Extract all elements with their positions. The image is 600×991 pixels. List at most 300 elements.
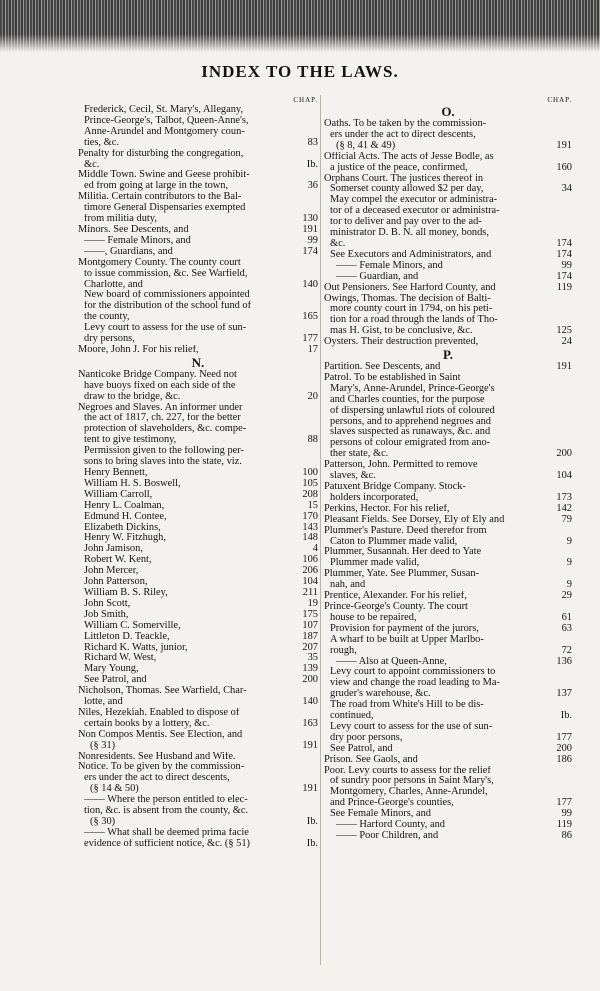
chapter-number: 200 <box>302 674 318 686</box>
chapter-number <box>548 667 572 678</box>
chapter-number <box>548 119 572 130</box>
chapter-number: 125 <box>556 325 572 337</box>
index-entry <box>324 272 572 283</box>
entry-text: Henry W. Fitzhugh, <box>84 533 166 544</box>
index-entry <box>78 555 318 566</box>
chapter-number: 174 <box>302 245 318 257</box>
chapter-number: 72 <box>561 644 572 656</box>
index-entry <box>324 250 572 261</box>
chapter-number: 9 <box>566 579 572 591</box>
entry-text: Plummer, Susannah. Her deed to Yate <box>324 547 482 558</box>
chapter-number <box>294 752 318 763</box>
chapter-number: 191 <box>556 139 572 151</box>
entry-text: tor of a deceased executor or administra- <box>330 206 500 217</box>
entry-text: rough, <box>330 645 357 656</box>
index-entry <box>324 206 572 217</box>
index-entry <box>78 686 318 697</box>
index-entry <box>324 493 572 504</box>
chapter-number <box>294 116 318 127</box>
entry-text: Plummer, Yate. See Plummer, Susan- <box>324 569 480 580</box>
entry-text: the county, <box>84 312 130 323</box>
entry-text: See Patrol, and <box>330 743 393 754</box>
index-entry <box>324 228 572 239</box>
chapter-number <box>548 373 572 384</box>
index-entry <box>78 413 318 424</box>
chapter-number: 106 <box>302 554 318 566</box>
entry-text: —— Female Minors, and <box>336 260 443 271</box>
section-letter: N. <box>191 354 205 370</box>
chapter-number: 9 <box>566 535 572 547</box>
entry-text: certain books by a lottery, &c. <box>84 718 210 729</box>
entry-text: continued, <box>330 711 374 722</box>
entry-text: William H. S. Boswell, <box>84 478 181 489</box>
index-entry <box>324 438 572 449</box>
index-entry <box>324 689 572 700</box>
index-entry <box>78 588 318 599</box>
index-entry <box>78 116 318 127</box>
index-entry <box>324 427 572 438</box>
entry-text: Elizabeth Dickins, <box>84 522 161 533</box>
index-entry <box>324 657 572 668</box>
index-entry <box>324 591 572 602</box>
index-entry <box>78 741 318 752</box>
index-entry <box>324 195 572 206</box>
index-entry <box>78 392 318 403</box>
index-entry <box>78 730 318 741</box>
chapter-number: Ib. <box>560 710 572 722</box>
chapter-number: 191 <box>302 223 318 235</box>
chapter-number <box>294 258 318 269</box>
chapter-number <box>294 149 318 160</box>
chapter-number: 107 <box>302 619 318 631</box>
entry-text: ther state, &c. <box>330 449 389 460</box>
entry-text: Nanticoke Bridge Company. Need not <box>78 369 237 380</box>
chapter-number: 24 <box>561 336 572 348</box>
chapter-number: 177 <box>302 333 318 345</box>
entry-text: house to be repaired, <box>330 612 417 623</box>
entry-text: &c. <box>330 238 346 249</box>
entry-text: Henry Bennett, <box>84 468 148 478</box>
entry-text: mas H. Gist, to be conclusive, &c. <box>330 326 473 337</box>
entry-text: (§ 31) <box>90 740 116 751</box>
chapter-number: 200 <box>556 742 572 754</box>
index-entry <box>78 577 318 588</box>
right-column <box>324 95 572 842</box>
chapter-number: 36 <box>307 180 318 192</box>
entry-text: a justice of the peace, confirmed, <box>330 162 468 173</box>
index-entry <box>324 163 572 174</box>
index-entry <box>324 547 572 558</box>
index-entry <box>324 504 572 515</box>
entry-text: Richard K. Watts, junior, <box>84 642 188 653</box>
index-entry <box>78 621 318 632</box>
chapter-number: 206 <box>302 565 318 577</box>
index-entry <box>324 174 572 185</box>
entry-text: ——, Guardians, and <box>84 246 173 257</box>
left-column <box>78 95 318 850</box>
entry-text: Partition. See Descents, and <box>324 362 441 373</box>
index-entry <box>324 515 572 526</box>
chapter-number: 174 <box>556 248 572 260</box>
entry-text: —— Where the person entitled to elec- <box>84 795 248 806</box>
page-title: INDEX TO THE LAWS. <box>201 62 399 81</box>
index-entry <box>78 149 318 160</box>
index-entry <box>324 646 572 657</box>
chapter-number <box>548 635 572 646</box>
index-entry <box>324 384 572 395</box>
index-entry <box>324 304 572 315</box>
entry-text: ers under the act to direct descents, <box>84 773 230 784</box>
entry-text: Orphans Court. The justices thereof in <box>324 173 484 184</box>
chapter-number: 160 <box>556 161 572 173</box>
index-entry <box>324 711 572 722</box>
entry-text: Charlotte, and <box>84 279 143 290</box>
entry-text: for the distribution of the school fund of <box>84 301 252 312</box>
chapter-number: 163 <box>302 717 318 729</box>
index-entry <box>324 119 572 130</box>
chapter-number <box>548 294 572 305</box>
entry-text: Edmund H. Contee, <box>84 511 167 522</box>
entry-text: Oysters. Their destruction prevented, <box>324 337 479 348</box>
chapter-number: 148 <box>302 532 318 544</box>
index-entry <box>78 664 318 675</box>
index-entry <box>324 460 572 471</box>
index-entry <box>78 697 318 708</box>
chapter-number: 119 <box>556 281 572 293</box>
index-entry <box>324 152 572 163</box>
chapter-number: 104 <box>556 470 572 482</box>
index-entry <box>324 471 572 482</box>
index-entry <box>78 424 318 435</box>
index-entry <box>78 512 318 523</box>
chapter-number: 137 <box>556 688 572 700</box>
entry-text: New board of commissioners appointed <box>84 290 250 301</box>
index-entry <box>324 395 572 406</box>
entry-text: Militia. Certain contributors to the Bal- <box>78 192 242 203</box>
chapter-number: 177 <box>556 731 572 743</box>
index-entry <box>324 449 572 460</box>
chapter-number: 211 <box>302 586 318 598</box>
index-entry <box>78 490 318 501</box>
entry-text: Levy court to assess for the use of sun- <box>84 323 247 334</box>
entry-text: gruder's warehouse, &c. <box>330 689 431 700</box>
chapter-number <box>548 152 572 163</box>
index-entry <box>324 326 572 337</box>
entry-text: Patuxent Bridge Company. Stock- <box>324 482 466 492</box>
entry-text: of sundry poor persons in Saint Mary's, <box>330 776 494 787</box>
index-entry <box>324 537 572 548</box>
chapter-number: 83 <box>307 136 318 148</box>
entry-text: tion for a road through the lands of Tho- <box>330 315 498 326</box>
index-entry <box>78 403 318 414</box>
chapter-number: Ib. <box>306 837 318 849</box>
entry-text: Patterson, John. Permitted to remove <box>324 460 478 471</box>
scanned-page-edge <box>0 0 600 52</box>
entry-text: draw to the bridge, &c. <box>84 391 181 402</box>
index-entry <box>78 334 318 345</box>
entry-text: Penalty for disturbing the congregation, <box>78 148 244 159</box>
chapter-number: 100 <box>302 467 318 478</box>
index-entry <box>78 719 318 730</box>
index-entry <box>324 130 572 141</box>
index-entry <box>78 312 318 323</box>
entry-text: Levy court to appoint commissioners to <box>330 667 496 678</box>
chapter-number: 99 <box>561 259 572 271</box>
index-entry <box>324 569 572 580</box>
index-entry <box>78 381 318 392</box>
index-entry <box>324 809 572 820</box>
index-entry <box>78 817 318 828</box>
entry-text: Frederick, Cecil, St. Mary's, Allegany, <box>84 105 244 115</box>
index-entry <box>78 236 318 247</box>
index-entry <box>78 773 318 784</box>
index-entry <box>78 225 318 236</box>
index-entry <box>324 526 572 537</box>
entry-text: Plummer's Pasture. Deed therefor from <box>324 525 487 536</box>
index-entry <box>324 798 572 809</box>
entry-text: the act of 1817, ch. 227, for the better <box>84 413 241 424</box>
entry-text: —— Female Minors, and <box>84 235 191 246</box>
entry-text: John Jamison, <box>84 544 143 555</box>
entry-text: tent to give testimony, <box>84 435 177 446</box>
index-entry <box>78 762 318 773</box>
entry-text: Prince-George's County. The court <box>324 601 468 612</box>
entry-text: William Carroll, <box>84 489 153 500</box>
entry-text: —— Harford County, and <box>336 820 445 831</box>
entry-text: tion, &c. is absent from the county, &c. <box>84 806 249 817</box>
entry-text: evidence of sufficient notice, &c. (§ 51) <box>84 838 250 849</box>
index-entry <box>324 624 572 635</box>
chapter-number <box>548 427 572 438</box>
entry-text: (§ 30) <box>90 817 116 827</box>
entry-text: Prison. See Gaols, and <box>324 754 418 765</box>
chapter-number: 99 <box>561 808 572 820</box>
chapter-number: 20 <box>307 390 318 402</box>
index-entry <box>324 744 572 755</box>
index-entry <box>78 446 318 457</box>
index-entry <box>78 632 318 643</box>
chapter-number: 207 <box>302 641 318 653</box>
chapter-number <box>548 406 572 417</box>
entry-text: See Patrol, and <box>84 675 147 686</box>
chapter-number: 9 <box>566 557 572 569</box>
entry-text: Levy court to assess for the use of sun- <box>330 721 493 732</box>
index-entry <box>78 675 318 686</box>
index-entry <box>324 700 572 711</box>
entry-text: slaves suspected as runaways, &c. and <box>330 427 491 438</box>
chapter-number: 143 <box>302 521 318 533</box>
index-entry <box>78 370 318 381</box>
chapter-number <box>548 395 572 406</box>
chapter-number: 174 <box>556 237 572 249</box>
entry-text: May compel the executor or administra- <box>330 195 498 206</box>
chapter-number: 177 <box>556 797 572 809</box>
index-entry <box>324 678 572 689</box>
entry-text: Permission given to the following per- <box>84 446 244 457</box>
index-entry <box>324 733 572 744</box>
chapter-number: 139 <box>302 663 318 675</box>
chapter-number <box>294 795 318 806</box>
index-entry <box>324 315 572 326</box>
entry-text: view and change the road leading to Ma- <box>330 678 500 689</box>
entry-text: Owings, Thomas. The decision of Balti- <box>324 293 491 304</box>
index-entry <box>78 653 318 664</box>
entry-text: Moore, John J. For his relief, <box>78 344 199 355</box>
chapter-number: 191 <box>302 739 318 751</box>
entry-text: —— Also at Queen-Anne, <box>336 656 447 667</box>
index-entry <box>78 544 318 555</box>
chapter-number: 142 <box>556 502 572 514</box>
index-entry <box>324 722 572 733</box>
entry-text: Minors. See Descents, and <box>78 224 189 235</box>
index-entry <box>324 580 572 591</box>
chapter-number <box>294 269 318 280</box>
index-entry <box>78 170 318 181</box>
chapter-number <box>294 192 318 203</box>
index-entry <box>324 184 572 195</box>
chap-header: CHAP. <box>293 96 318 104</box>
entry-text: William C. Somerville, <box>84 620 181 631</box>
entry-text: (§ 8, 41 & 49) <box>336 140 396 151</box>
index-entry <box>78 181 318 192</box>
entry-text: See Female Minors, and <box>330 809 431 820</box>
index-entry <box>78 784 318 795</box>
index-entry <box>324 283 572 294</box>
entry-text: Henry L. Coalman, <box>84 500 165 511</box>
entry-text: Niles, Hezekiah. Enabled to dispose of <box>78 707 240 718</box>
section-letter: O. <box>441 104 455 119</box>
index-entry <box>324 417 572 428</box>
entry-text: tor to deliver and pay over to the ad- <box>330 217 482 228</box>
index-entry <box>324 755 572 766</box>
index-entry <box>324 294 572 305</box>
index-entry <box>324 261 572 272</box>
chapter-number: 61 <box>561 611 572 623</box>
index-entry <box>324 766 572 777</box>
chapter-number: 170 <box>302 510 318 522</box>
index-entry <box>324 217 572 228</box>
entry-text: Perkins, Hector. For his relief, <box>324 503 450 514</box>
index-entry <box>78 290 318 301</box>
chapter-number: 136 <box>556 655 572 667</box>
entry-text: ministrator D. B. N. all money, bonds, <box>330 228 489 239</box>
index-entry <box>78 301 318 312</box>
chapter-number: 173 <box>556 491 572 503</box>
index-entry <box>78 533 318 544</box>
entry-text: persons, and to apprehend negroes and <box>330 416 492 427</box>
entry-text: from militia duty, <box>84 214 157 225</box>
chapter-number <box>548 526 572 537</box>
chapter-number: 191 <box>556 361 572 373</box>
entry-text: &c. <box>84 159 100 170</box>
chapter-number: 140 <box>302 278 318 290</box>
entry-text: have buoys fixed on each side of the <box>84 380 236 391</box>
section-letter: P. <box>443 347 453 363</box>
entry-text: Poor. Levy courts to assess for the relief <box>324 765 491 776</box>
index-entry <box>78 839 318 850</box>
chapter-number: 29 <box>561 590 572 602</box>
index-entry <box>78 105 318 116</box>
entry-text: —— Poor Children, and <box>336 831 439 841</box>
chapter-number <box>548 384 572 395</box>
entry-text: and Prince-George's counties, <box>330 798 454 809</box>
entry-text: lotte, and <box>84 697 123 708</box>
chapter-number: 175 <box>302 608 318 620</box>
index-entry <box>324 373 572 384</box>
chapter-number: 187 <box>302 630 318 642</box>
entry-text: Oaths. To be taken by the commission- <box>324 119 487 129</box>
index-entry <box>324 667 572 678</box>
chapter-number: 104 <box>302 576 318 588</box>
entry-text: Non Compos Mentis. See Election, and <box>78 729 243 740</box>
index-entry <box>324 362 572 373</box>
index-entry <box>78 828 318 839</box>
entry-text: dry persons, <box>84 334 135 345</box>
entry-text: holders incorporated, <box>330 492 419 503</box>
chapter-number: 174 <box>556 270 572 282</box>
chapter-number: 35 <box>307 652 318 664</box>
chapter-number: Ib. <box>306 816 318 827</box>
entry-text: Notice. To be given by the commission- <box>78 762 245 773</box>
index-entry <box>78 214 318 225</box>
entry-text: protection of slaveholders, &c. compe- <box>84 424 247 435</box>
chapter-number <box>548 776 572 787</box>
entry-text: Littleton D. Teackle, <box>84 631 170 642</box>
index-entry <box>78 203 318 214</box>
index-entry <box>324 406 572 417</box>
column-divider <box>320 95 321 965</box>
index-entry <box>78 138 318 149</box>
index-entry <box>78 795 318 806</box>
index-entry <box>324 141 572 152</box>
chapter-number: 17 <box>307 343 318 355</box>
chapter-number <box>294 446 318 457</box>
index-entry <box>324 602 572 613</box>
entry-text: dry poor persons, <box>330 732 403 743</box>
index-entry <box>78 468 318 479</box>
entry-text: John Patterson, <box>84 577 148 588</box>
entry-text: A wharf to be built at Upper Marlbo- <box>330 634 484 645</box>
index-entry <box>324 787 572 798</box>
chapter-number: 4 <box>312 543 318 555</box>
chapter-number: 88 <box>307 434 318 446</box>
entry-text: John Mercer, <box>84 566 139 577</box>
entry-text: Prentice, Alexander. For his relief, <box>324 591 467 602</box>
chapter-number <box>548 195 572 206</box>
entry-text: William B. S. Riley, <box>84 587 168 598</box>
index-entry <box>78 806 318 817</box>
index-entry <box>78 258 318 269</box>
index-entry <box>324 558 572 569</box>
entry-text: Robert W. Kent, <box>84 555 152 566</box>
entry-text: sons to bring slaves into the state, viz. <box>84 457 242 468</box>
entry-text: Anne-Arundel and Montgomery coun- <box>84 126 245 137</box>
entry-text: Plummer made valid, <box>330 558 420 569</box>
entry-text: persons of colour emigrated from ano- <box>330 438 491 449</box>
entry-text: more county court in 1794, on his peti- <box>330 304 493 315</box>
chapter-number: 99 <box>307 234 318 246</box>
index-entry <box>324 482 572 493</box>
index-entry <box>78 752 318 763</box>
chap-header: CHAP. <box>547 96 572 104</box>
entry-text: Mary's, Anne-Arundel, Prince-George's <box>330 383 495 394</box>
entry-text: ed from going at large in the town, <box>84 181 229 192</box>
chapter-number <box>294 403 318 414</box>
entry-text: Prince-George's, Talbot, Queen-Anne's, <box>84 115 249 126</box>
index-entry <box>78 566 318 577</box>
entry-text: Nonresidents. See Husband and Wife. <box>78 751 236 762</box>
entry-text: of dispersing unlawful riots of coloured <box>330 405 495 416</box>
